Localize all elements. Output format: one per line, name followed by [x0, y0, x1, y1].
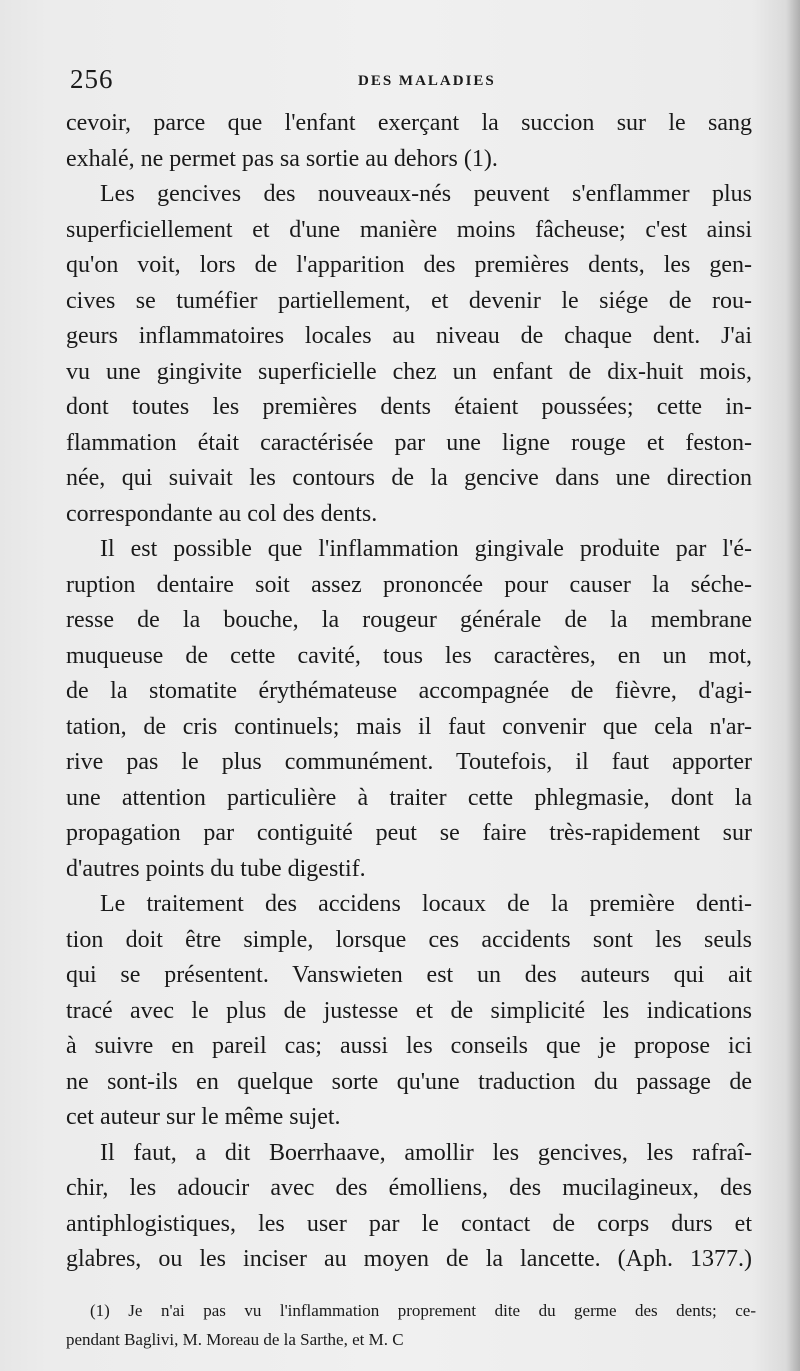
text-line: rive pas le plus communément. Toutefois, il faut apporter	[66, 749, 752, 775]
text-line: cevoir, parce que l'enfant exerçant la succion sur le sang	[66, 110, 752, 136]
text-line: tation, de cris continuels; mais il faut convenir que cela n'ar-	[66, 713, 752, 740]
text-line: cives se tuméfier partiellement, et devenir le siége de rou-	[66, 287, 752, 314]
text-line: née, qui suivait les contours de la gencive dans une direction	[66, 465, 752, 491]
text-line: dont toutes les premières dents étaient poussées; cette in-	[66, 394, 752, 420]
body-text	[66, 106, 752, 1278]
text-line: glabres, ou les inciser au moyen de la lancette. (Aph. 1377.)	[66, 1246, 752, 1272]
page-spine-shadow	[786, 0, 800, 1371]
text-line: antiphlogistiques, les user par le contact de corps durs et	[66, 1210, 752, 1237]
footnote	[66, 1296, 756, 1354]
text-line: Les gencives des nouveaux-nés peuvent s'enflammer plus	[100, 181, 752, 207]
text-line: Il faut, a dit Boerrhaave, amollir les gencives, les rafraî-	[100, 1139, 752, 1166]
text-line: cet auteur sur le même sujet.	[66, 1104, 341, 1130]
text-line: correspondante au col des dents.	[66, 500, 378, 527]
text-line: Le traitement des accidens locaux de la première denti-	[100, 891, 752, 917]
text-line: propagation par contiguité peut se faire très-rapidement sur	[66, 820, 752, 846]
running-title: DES MALADIES	[358, 73, 496, 89]
text-line: muqueuse de cette cavité, tous les caractères, en un mot,	[66, 642, 752, 669]
text-line: ne sont-ils en quelque sorte qu'une traduction du passage de	[66, 1068, 752, 1095]
text-line: une attention particulière à traiter cette phlegmasie, dont la	[66, 784, 752, 811]
footnote-line: (1) Je n'ai pas vu l'inflammation proprement dite du germe des dents; ce-	[90, 1301, 756, 1320]
text-line: exhalé, ne permet pas sa sortie au dehors (1).	[66, 145, 498, 172]
text-line: qui se présentent. Vanswieten est un des auteurs qui ait	[66, 962, 752, 988]
text-line: flammation était caractérisée par une ligne rouge et feston-	[66, 429, 752, 456]
text-line: tion doit être simple, lorsque ces accidents sont les seuls	[66, 926, 752, 953]
text-line: vu une gingivite superficielle chez un enfant de dix-huit mois,	[66, 358, 752, 385]
text-line: tracé avec le plus de justesse et de simplicité les indications	[66, 997, 752, 1024]
text-line: ruption dentaire soit assez prononcée pour causer la séche-	[66, 571, 752, 598]
text-line: resse de la bouche, la rougeur générale de la membrane	[66, 607, 752, 633]
text-line: à suivre en pareil cas; aussi les conseils que je propose ici	[66, 1033, 752, 1059]
text-line: Il est possible que l'inflammation gingivale produite par l'é-	[100, 536, 752, 562]
text-line: de la stomatite érythémateuse accompagnée de fièvre, d'agi-	[66, 678, 752, 704]
text-line: geurs inflammatoires locales au niveau de chaque dent. J'ai	[66, 323, 752, 349]
footnote-line: pendant Baglivi, M. Moreau de la Sarthe, et M. C	[66, 1330, 404, 1349]
text-line: chir, les adoucir avec des émolliens, des mucilagineux, des	[66, 1175, 752, 1201]
text-line: superficiellement et d'une manière moins fâcheuse; c'est ainsi	[66, 216, 752, 243]
page-number: 256	[70, 64, 114, 94]
text-line: d'autres points du tube digestif.	[66, 855, 366, 882]
page-header	[70, 64, 750, 104]
text-line: qu'on voit, lors de l'apparition des premières dents, les gen-	[66, 252, 752, 278]
